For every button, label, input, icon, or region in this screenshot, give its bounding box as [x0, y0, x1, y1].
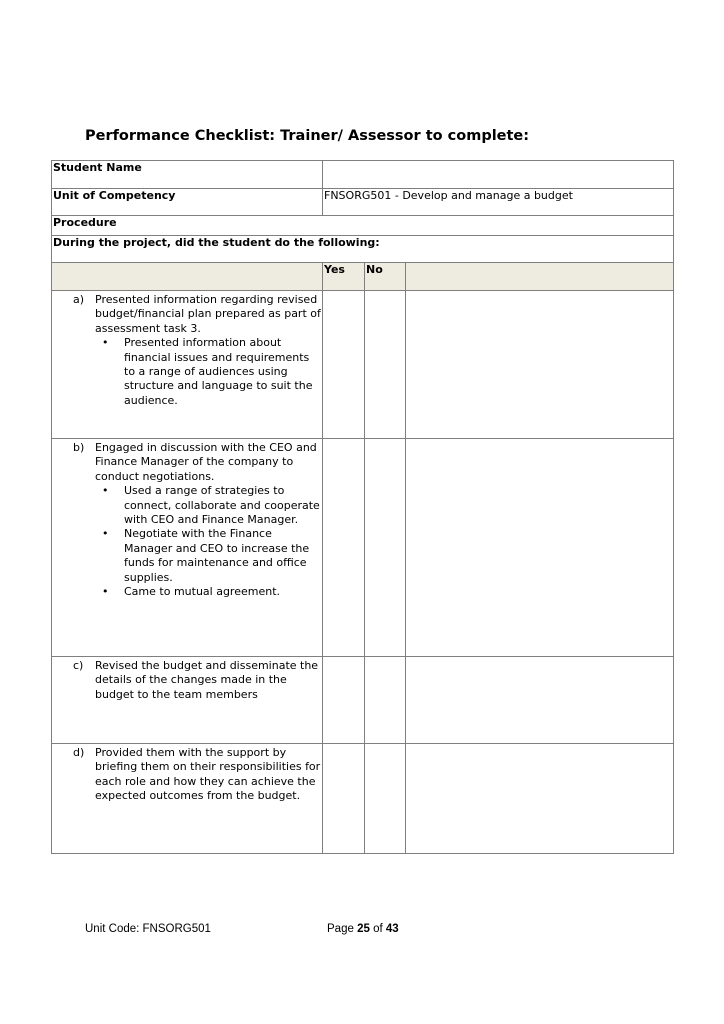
- column-header-row: [52, 263, 674, 291]
- item-c-no-cell[interactable]: [365, 657, 406, 744]
- item-b-no-cell[interactable]: [365, 439, 406, 657]
- item-b-description: [52, 439, 323, 657]
- page-prefix: Page: [327, 923, 354, 935]
- item-c-yes-cell[interactable]: [323, 657, 365, 744]
- student-name-row: [52, 161, 674, 189]
- item-d-yes-cell[interactable]: [323, 744, 365, 854]
- page-total: 43: [385, 923, 399, 935]
- unit-label: Unit of Competency: [52, 189, 323, 216]
- item-d-no-cell[interactable]: [365, 744, 406, 854]
- bullet-list: [95, 336, 321, 408]
- footer-page-number: [327, 923, 399, 935]
- footer-unit-code: Unit Code: FNSORG501: [85, 923, 211, 935]
- checklist-item-a: [52, 291, 674, 439]
- item-letter: a): [73, 293, 85, 306]
- header-criteria-cell: [52, 263, 323, 291]
- bullet-item: • Negotiate with the Finance Manager and CEO to increase the funds for maintenance and office supplies.: [95, 527, 321, 585]
- page-of: of: [373, 923, 383, 935]
- item-b-yes-cell[interactable]: [323, 439, 365, 657]
- bullet-item: • Came to mutual agreement.: [95, 585, 321, 599]
- during-label: During the project, did the student do the following:: [52, 236, 674, 263]
- during-row: [52, 236, 674, 263]
- item-letter: b): [73, 441, 85, 454]
- bullet-item: • Used a range of strategies to connect, collaborate and cooperate with CEO and Finance Manager.: [95, 484, 321, 527]
- unit-value: FNSORG501 - Develop and manage a budget: [323, 189, 674, 216]
- page-current: 25: [357, 923, 370, 935]
- item-c-comment-cell[interactable]: [406, 657, 674, 744]
- item-letter: d): [73, 746, 85, 759]
- item-a-yes-cell[interactable]: [323, 291, 365, 439]
- performance-checklist-table: [51, 160, 674, 854]
- bullet-item: • Presented information about financial issues and requirements to a range of audiences using structure and language to suit the audience.: [95, 336, 321, 408]
- item-text: Revised the budget and disseminate the details of the changes made in the budget to the team members: [95, 659, 319, 701]
- item-a-comment-cell[interactable]: [406, 291, 674, 439]
- item-text: Engaged in discussion with the CEO and Finance Manager of the company to conduct negotiations.: [95, 441, 317, 483]
- item-a-description: [52, 291, 323, 439]
- student-name-label: Student Name: [52, 161, 323, 189]
- student-name-field[interactable]: [323, 161, 674, 189]
- unit-row: [52, 189, 674, 216]
- item-text: Presented information regarding revised budget/financial plan prepared as part of assessment task 3.: [95, 293, 321, 335]
- header-yes: Yes: [323, 263, 365, 291]
- checklist-heading: Performance Checklist: Trainer/ Assessor to complete:: [85, 128, 530, 144]
- procedure-label: Procedure: [52, 216, 674, 236]
- item-c-description: [52, 657, 323, 744]
- header-comments-cell: [406, 263, 674, 291]
- item-a-no-cell[interactable]: [365, 291, 406, 439]
- item-letter: c): [73, 659, 84, 672]
- checklist-item-d: [52, 744, 674, 854]
- item-text: Provided them with the support by briefing them on their responsibilities for each role and how they can achieve the expected outcomes from the budget.: [95, 746, 321, 803]
- checklist-item-b: [52, 439, 674, 657]
- item-b-comment-cell[interactable]: [406, 439, 674, 657]
- item-d-description: [52, 744, 323, 854]
- bullet-list: [95, 484, 321, 599]
- procedure-row: [52, 216, 674, 236]
- item-d-comment-cell[interactable]: [406, 744, 674, 854]
- header-no: No: [365, 263, 406, 291]
- checklist-item-c: [52, 657, 674, 744]
